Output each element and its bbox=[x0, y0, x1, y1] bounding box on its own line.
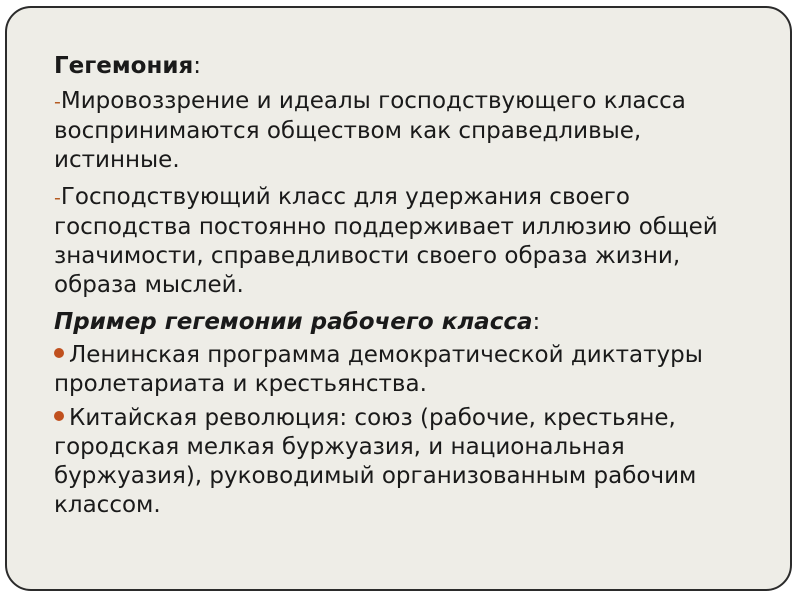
slide-heading bbox=[54, 52, 754, 81]
heading-colon: : bbox=[193, 53, 201, 79]
bullet-dot-icon bbox=[54, 411, 64, 421]
example-bullet-text: Ленинская программа демократической диктатуры пролетариата и крестьянства. bbox=[54, 342, 703, 397]
definition-point-2 bbox=[54, 183, 754, 300]
slide-frame bbox=[5, 6, 792, 591]
heading-text: Гегемония bbox=[54, 53, 194, 79]
example-bullet-2 bbox=[54, 404, 754, 520]
example-bullet-1 bbox=[54, 341, 754, 399]
slide-content bbox=[54, 52, 754, 525]
definition-point-text: Мировоззрение и идеалы господствующего класса воспринимаются обществом как справедливые, истинные. bbox=[54, 88, 686, 173]
example-heading-text: Пример гегемонии рабочего класса bbox=[54, 309, 533, 335]
definition-point-1 bbox=[54, 87, 754, 175]
dash-marker: - bbox=[54, 91, 61, 113]
example-bullet-text: Китайская революция: союз (рабочие, крестьяне, городская мелкая буржуазия, и национальная буржуазия), руководимый организованным рабочим классом. bbox=[54, 405, 697, 518]
definition-point-text: Господствующий класс для удержания своего господства постоянно поддерживает иллюзию общей значимости, справедливости своего образа жизни, образа мыслей. bbox=[54, 184, 718, 298]
example-heading-colon: : bbox=[532, 309, 541, 335]
bullet-dot-icon bbox=[54, 348, 64, 358]
dash-marker: - bbox=[54, 187, 61, 209]
example-heading bbox=[54, 308, 754, 337]
